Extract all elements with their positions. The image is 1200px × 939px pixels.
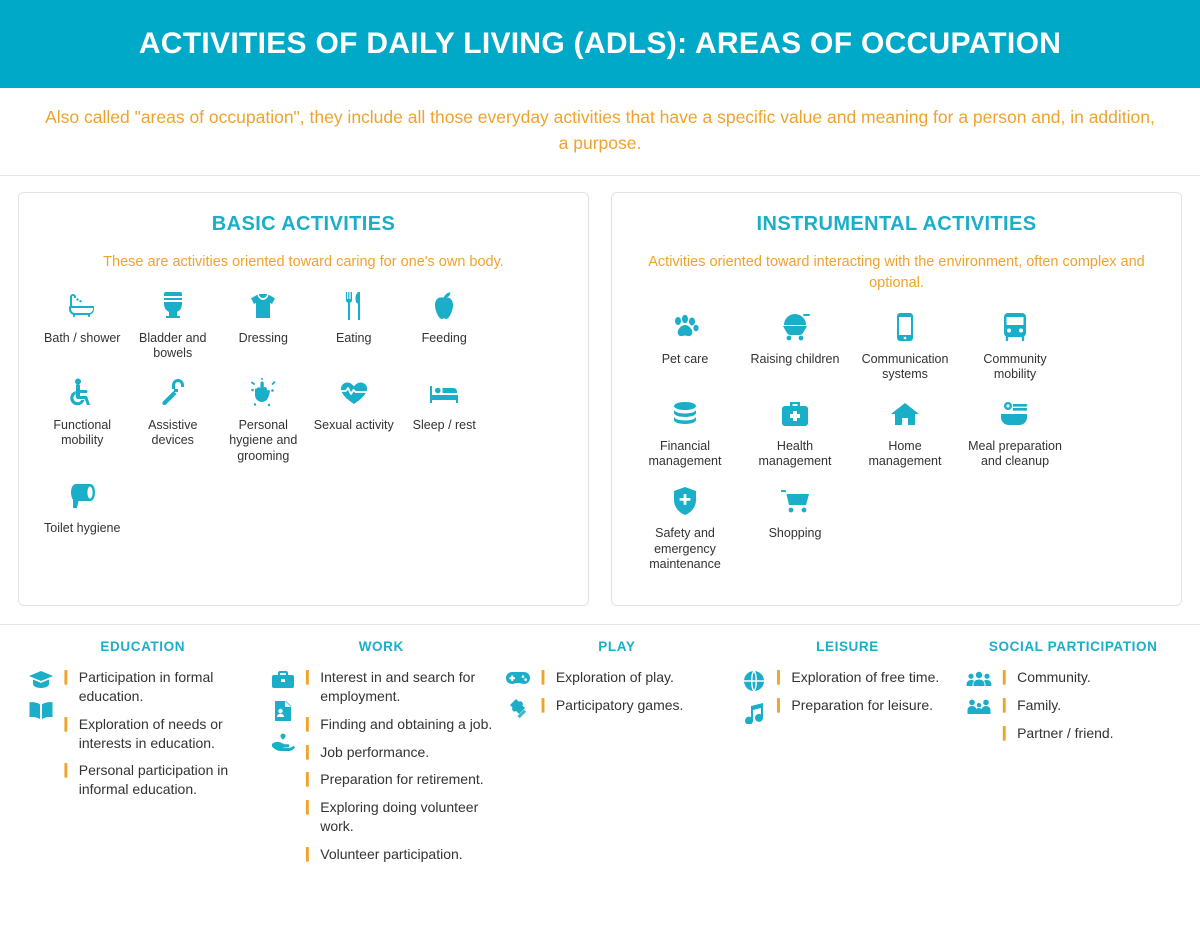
page-title: ACTIVITIES OF DAILY LIVING (ADLS): AREAS OF OCCUPATION bbox=[138, 27, 1062, 60]
resume-document-icon bbox=[272, 700, 294, 722]
basic-item-toilet-hygiene bbox=[37, 479, 128, 537]
basic-item-label: Sleep / rest bbox=[412, 417, 476, 432]
toilet-paper-icon bbox=[67, 479, 97, 513]
list-item bbox=[302, 743, 500, 762]
instrumental-item-label: Raising children bbox=[750, 351, 840, 366]
basic-item-label: Bath / shower bbox=[44, 330, 121, 345]
bullet-text: Participation in formal education. bbox=[78, 668, 214, 704]
social-bullet-list bbox=[998, 668, 1186, 752]
instrumental-item-health-management bbox=[740, 397, 850, 470]
bathtub-icon bbox=[67, 289, 97, 323]
instrumental-item-safety-emergency bbox=[630, 484, 740, 573]
basic-activities-description: These are activities oriented toward caring for one's own body. bbox=[103, 253, 504, 270]
basic-activities-title: BASIC ACTIVITIES bbox=[211, 212, 396, 235]
instrumental-item-pet-care bbox=[630, 310, 740, 383]
instrumental-item-label: Pet care bbox=[661, 351, 709, 366]
cane-icon bbox=[160, 376, 186, 410]
activities-cards bbox=[0, 176, 1200, 606]
basic-item-label: Assistive devices bbox=[148, 417, 198, 448]
instrumental-item-label: Financial management bbox=[648, 438, 722, 469]
basic-item-label: Toilet hygiene bbox=[44, 520, 121, 535]
basic-item-dressing bbox=[218, 289, 309, 362]
instrumental-activities-grid bbox=[626, 304, 1167, 587]
globe-icon bbox=[743, 670, 765, 692]
column-title-social-participation: SOCIAL PARTICIPATION bbox=[988, 638, 1158, 654]
basic-item-sleep-rest bbox=[399, 376, 490, 465]
briefcase-icon bbox=[271, 670, 295, 690]
leisure-icons bbox=[735, 668, 773, 724]
bullet-marker: ❙ bbox=[998, 723, 1011, 740]
basic-item-bladder-bowels bbox=[128, 289, 219, 362]
basic-item-label: Personal hygiene and grooming bbox=[229, 417, 298, 464]
people-group-icon bbox=[966, 670, 992, 688]
bullet-text: Preparation for retirement. bbox=[320, 771, 484, 788]
instrumental-item-community-mobility bbox=[960, 310, 1070, 383]
occupation-column-leisure bbox=[735, 639, 961, 873]
instrumental-item-financial-management bbox=[630, 397, 740, 470]
puzzle-pieces-icon bbox=[506, 698, 530, 720]
instrumental-item-label: Health management bbox=[758, 438, 832, 469]
education-icons bbox=[22, 668, 60, 808]
basic-item-personal-hygiene bbox=[218, 376, 309, 465]
fork-knife-icon bbox=[342, 289, 366, 323]
bullet-marker: ❙ bbox=[60, 761, 72, 778]
instrumental-item-label: Safety and emergency maintenance bbox=[649, 526, 721, 572]
leisure-bullet-list bbox=[773, 668, 961, 724]
column-title-work: WORK bbox=[358, 638, 404, 654]
instrumental-item-communication-systems bbox=[850, 310, 960, 383]
bottom-occupations-row bbox=[0, 624, 1200, 873]
column-title-play: PLAY bbox=[598, 638, 636, 654]
bullet-text: Interest in and search for employment. bbox=[320, 668, 476, 704]
list-item bbox=[302, 845, 500, 864]
basic-item-label: Bladder and bowels bbox=[139, 330, 207, 361]
basic-item-feeding bbox=[399, 289, 490, 362]
bullet-text: Preparation for leisure. bbox=[791, 696, 934, 713]
page-subtitle: Also called "areas of occupation", they include all those everyday activities that have a specific value and meaning for a person and, in addition, a purpose. bbox=[0, 88, 1200, 176]
bullet-text: Exploration of play. bbox=[555, 668, 674, 685]
bullet-text: Exploration of free time. bbox=[791, 668, 940, 685]
graduation-cap-icon bbox=[28, 670, 54, 690]
occupation-column-education bbox=[14, 639, 264, 873]
work-bullet-list bbox=[302, 668, 500, 873]
list-item bbox=[998, 724, 1186, 743]
bullet-marker: ❙ bbox=[301, 742, 314, 759]
coins-icon bbox=[670, 397, 700, 431]
bullet-text: Personal participation in informal education. bbox=[78, 762, 229, 798]
list-item bbox=[60, 761, 264, 799]
bullet-text: Finding and obtaining a job. bbox=[320, 715, 493, 732]
wheelchair-icon bbox=[68, 376, 96, 410]
list-item bbox=[773, 668, 961, 687]
first-aid-kit-icon bbox=[780, 397, 810, 431]
bullet-text: Participatory games. bbox=[555, 696, 684, 713]
basic-item-label: Eating bbox=[336, 330, 372, 345]
bullet-text: Partner / friend. bbox=[1017, 724, 1114, 741]
basic-item-label: Functional mobility bbox=[53, 417, 112, 448]
bullet-text: Volunteer participation. bbox=[320, 846, 463, 863]
instrumental-item-label: Community mobility bbox=[983, 351, 1047, 382]
bullet-text: Family. bbox=[1017, 696, 1062, 713]
bullet-text: Community. bbox=[1017, 668, 1091, 685]
basic-item-sexual-activity bbox=[309, 376, 400, 465]
bullet-marker: ❙ bbox=[537, 695, 549, 712]
page-header bbox=[0, 0, 1200, 88]
gamepad-icon bbox=[505, 670, 531, 688]
basic-item-label: Feeding bbox=[421, 330, 467, 345]
bullet-marker: ❙ bbox=[301, 714, 314, 731]
hand-heart-icon bbox=[271, 732, 295, 752]
paw-icon bbox=[670, 310, 700, 344]
occupation-column-play bbox=[499, 639, 735, 873]
instrumental-item-raising-children bbox=[740, 310, 850, 383]
basic-activities-card bbox=[18, 192, 589, 606]
list-item bbox=[302, 798, 500, 836]
instrumental-item-home-management bbox=[850, 397, 960, 470]
bullet-marker: ❙ bbox=[60, 714, 72, 731]
education-bullet-list bbox=[60, 668, 264, 808]
basic-item-assistive-devices bbox=[128, 376, 219, 465]
basic-item-label: Sexual activity bbox=[313, 417, 394, 432]
basic-activities-grid bbox=[33, 283, 574, 551]
list-item bbox=[537, 668, 735, 687]
basic-item-eating bbox=[309, 289, 400, 362]
bullet-marker: ❙ bbox=[60, 667, 72, 684]
list-item bbox=[773, 696, 961, 715]
shield-icon bbox=[672, 484, 698, 518]
bullet-marker: ❙ bbox=[772, 667, 785, 684]
house-icon bbox=[890, 397, 920, 431]
play-bullet-list bbox=[537, 668, 735, 724]
music-note-icon bbox=[743, 702, 765, 724]
list-item bbox=[60, 715, 264, 753]
hand-wash-icon bbox=[248, 376, 278, 410]
bus-icon bbox=[1002, 310, 1028, 344]
work-icons bbox=[264, 668, 302, 873]
instrumental-item-label: Communication systems bbox=[861, 351, 949, 382]
instrumental-activities-description: Activities oriented toward interacting with the environment, often complex and optional. bbox=[648, 253, 1145, 291]
bed-icon bbox=[428, 376, 460, 410]
basic-item-label: Dressing bbox=[238, 330, 288, 345]
shopping-cart-icon bbox=[780, 484, 810, 518]
list-item bbox=[60, 668, 264, 706]
basic-item-bath-shower bbox=[37, 289, 128, 362]
family-group-icon bbox=[966, 698, 992, 716]
instrumental-item-label: Meal preparation and cleanup bbox=[968, 438, 1062, 469]
list-item bbox=[998, 696, 1186, 715]
bullet-marker: ❙ bbox=[301, 770, 314, 787]
tshirt-icon bbox=[248, 289, 278, 323]
play-icons bbox=[499, 668, 537, 724]
list-item bbox=[302, 668, 500, 706]
instrumental-activities-card bbox=[611, 192, 1182, 606]
basic-item-functional-mobility bbox=[37, 376, 128, 465]
column-title-leisure: LEISURE bbox=[816, 638, 879, 654]
list-item bbox=[998, 668, 1186, 687]
bullet-marker: ❙ bbox=[301, 845, 314, 862]
instrumental-item-shopping bbox=[740, 484, 850, 573]
heartbeat-icon bbox=[339, 376, 369, 410]
toilet-icon bbox=[161, 289, 185, 323]
list-item bbox=[302, 770, 500, 789]
open-book-icon bbox=[28, 700, 54, 720]
instrumental-item-label: Home management bbox=[868, 438, 942, 469]
instrumental-activities-title: INSTRUMENTAL ACTIVITIES bbox=[756, 212, 1037, 235]
bullet-marker: ❙ bbox=[537, 667, 549, 684]
occupation-column-social-participation bbox=[960, 639, 1186, 873]
instrumental-item-label: Shopping bbox=[768, 526, 822, 541]
column-title-education: EDUCATION bbox=[100, 638, 186, 654]
apple-icon bbox=[432, 289, 456, 323]
stroller-icon bbox=[780, 310, 810, 344]
list-item bbox=[537, 696, 735, 715]
bullet-marker: ❙ bbox=[301, 667, 314, 684]
bullet-marker: ❙ bbox=[998, 667, 1011, 684]
bullet-marker: ❙ bbox=[998, 695, 1011, 712]
bullet-marker: ❙ bbox=[772, 695, 785, 712]
list-item bbox=[302, 715, 500, 734]
cooking-pot-icon bbox=[999, 397, 1031, 431]
mobile-phone-icon bbox=[895, 310, 915, 344]
social-icons bbox=[960, 668, 998, 752]
bullet-text: Exploration of needs or interests in education. bbox=[78, 715, 223, 751]
bullet-marker: ❙ bbox=[301, 798, 314, 815]
bullet-text: Job performance. bbox=[320, 743, 430, 760]
bullet-text: Exploring doing volunteer work. bbox=[320, 799, 479, 835]
instrumental-item-meal-preparation bbox=[960, 397, 1070, 470]
occupation-column-work bbox=[264, 639, 500, 873]
